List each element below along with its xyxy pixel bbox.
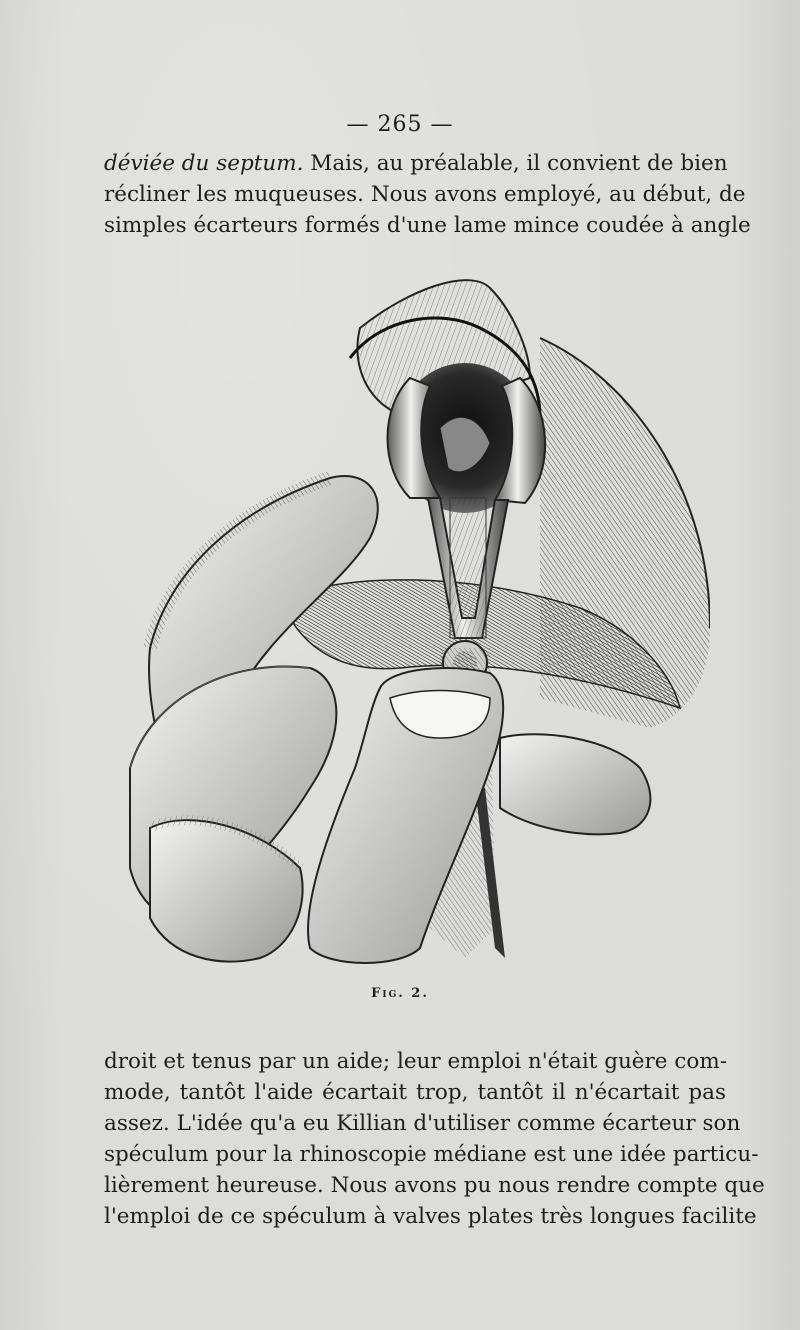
text-line: spéculum pour la rhinoscopie médiane est une idée particu- <box>104 1142 759 1167</box>
text-line <box>104 148 726 179</box>
page-number: — 265 — <box>346 112 454 137</box>
text-line: l'emploi de ce spéculum à valves plates très longues facilite <box>104 1204 757 1229</box>
text-line: mode, tantôt l'aide écartait trop, tantôt il n'écartait pas <box>104 1080 726 1105</box>
bottom-paragraph <box>104 1046 765 1232</box>
speculum-blade <box>450 498 486 638</box>
italic-phrase: déviée du septum. <box>104 151 304 176</box>
text-line: récliner les muqueuses. Nous avons employé, au début, de <box>104 182 746 207</box>
finger-ring <box>500 734 650 834</box>
text-line: simples écarteurs formés d'une lame mince coudée à angle <box>104 213 751 238</box>
text-line: assez. L'idée qu'a eu Killian d'utiliser comme écarteur son <box>104 1111 741 1136</box>
text-line: droit et tenus par un aide; leur emploi n'était guère com- <box>104 1049 727 1074</box>
text-line: lièrement heureuse. Nous avons pu nous rendre compte que <box>104 1173 765 1198</box>
top-paragraph <box>104 148 751 241</box>
figure-caption: Fig. 2. <box>371 986 429 1001</box>
text-fragment: Mais, au préalable, il convient de bien <box>303 151 728 176</box>
engraving-illustration <box>110 268 710 978</box>
